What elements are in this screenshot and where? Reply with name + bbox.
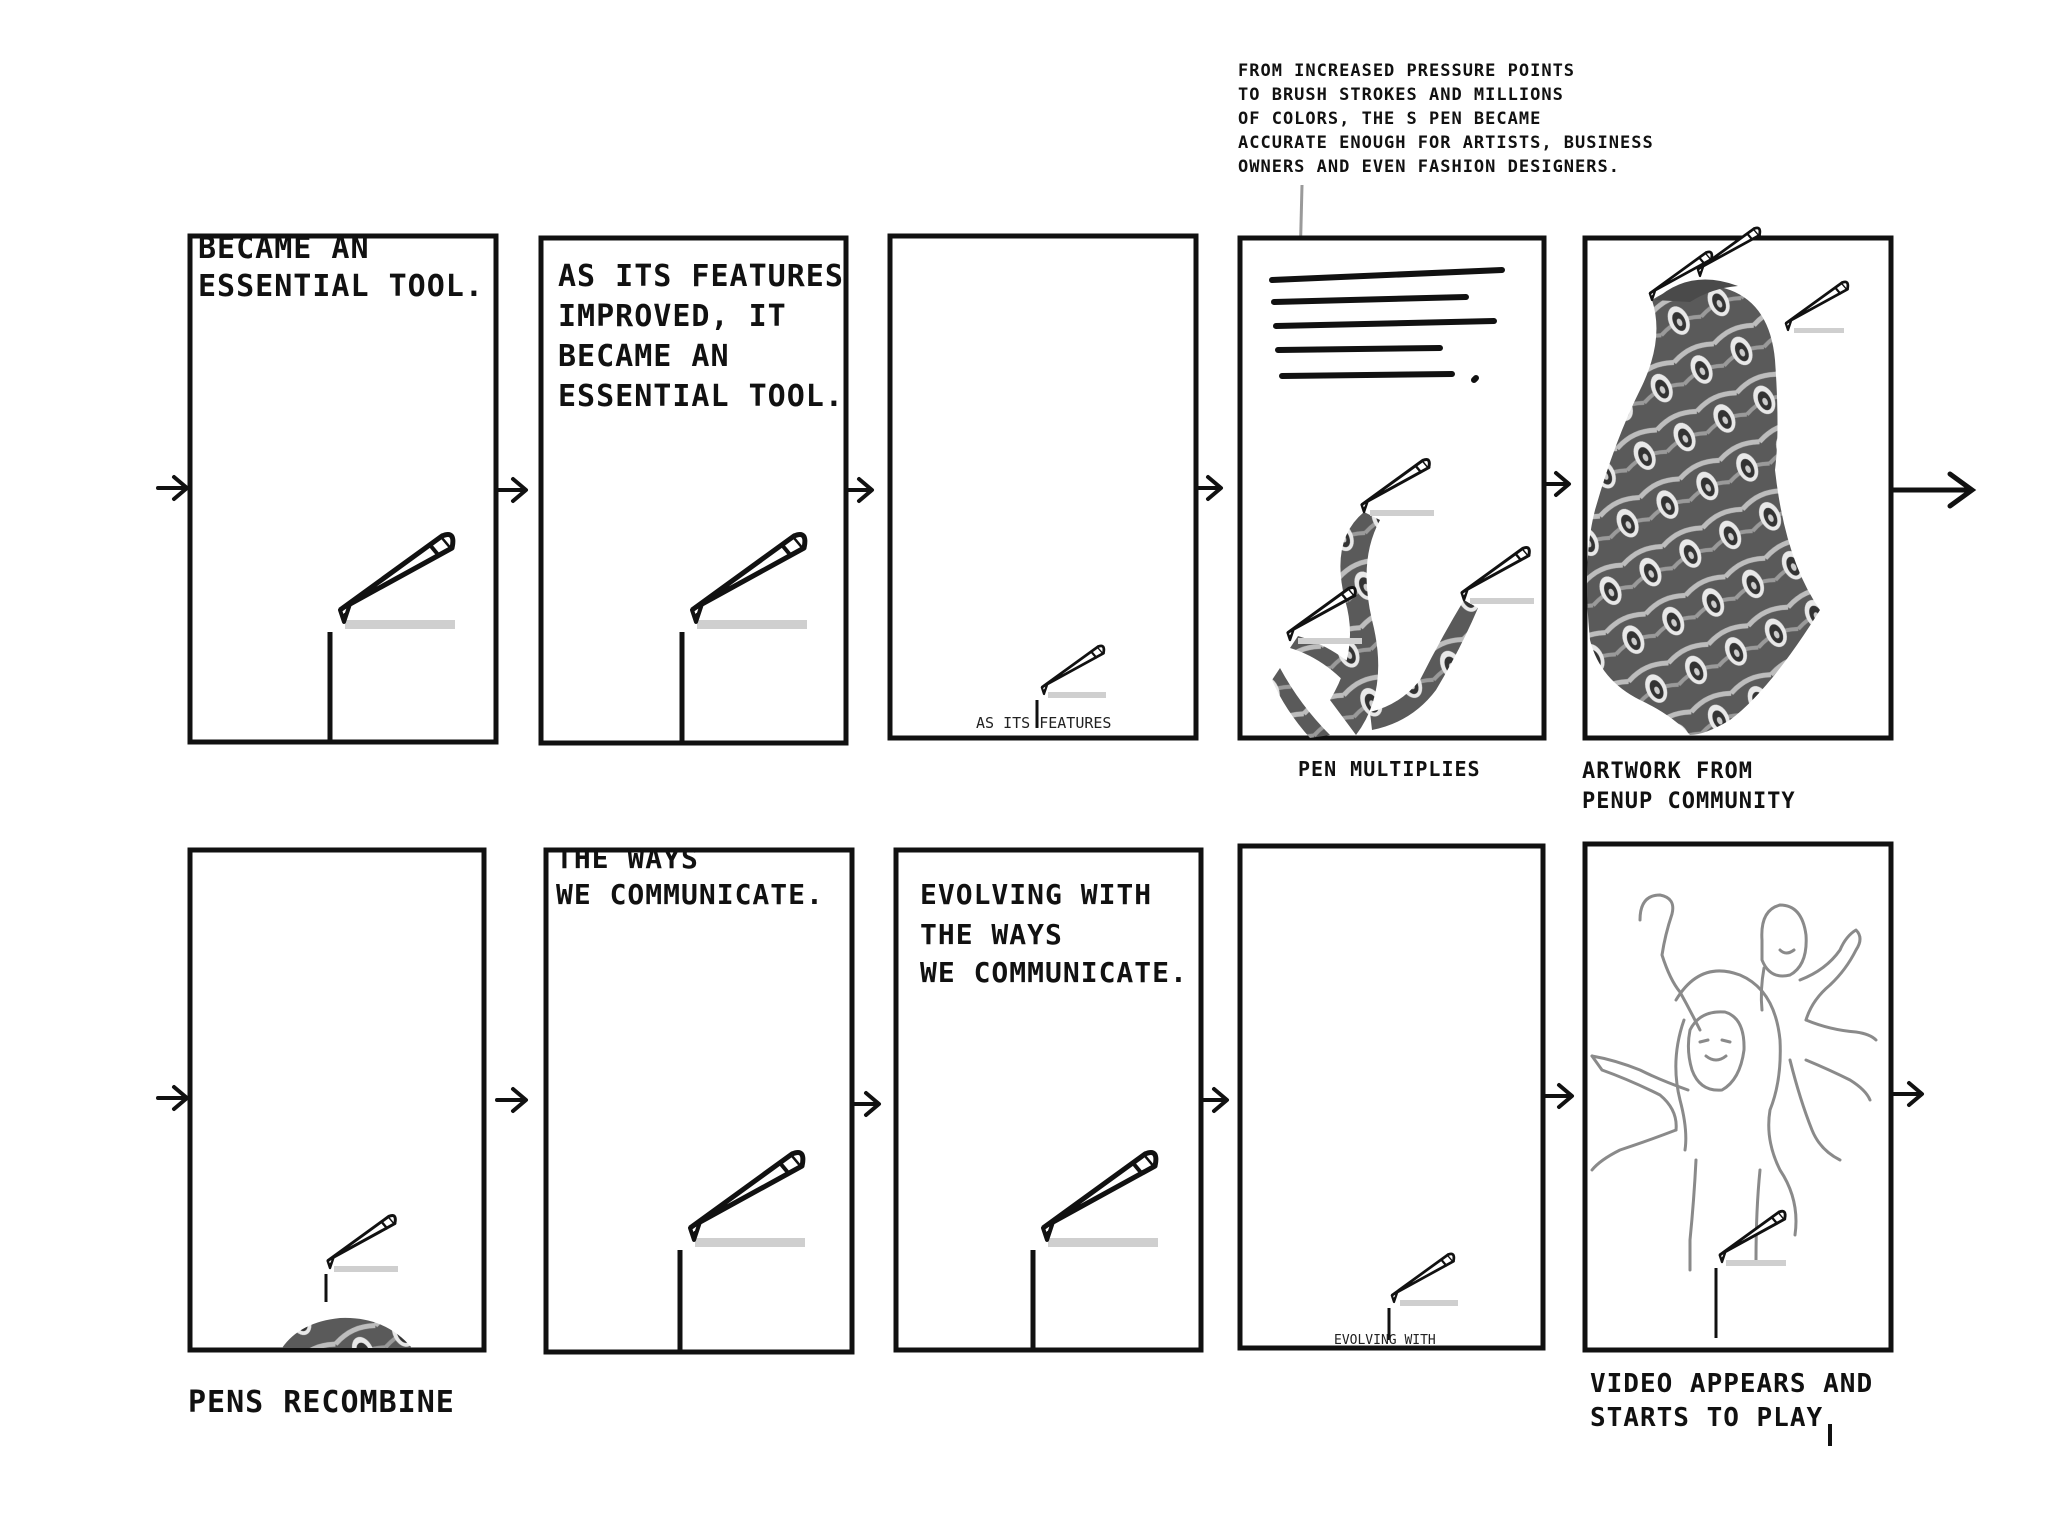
row1-panel-4	[1240, 238, 1544, 781]
pen-shadow	[1048, 692, 1106, 698]
pen-shadow	[1794, 328, 1844, 333]
caption-artwork-line-1: Artwork from	[1582, 759, 1753, 784]
annotation-line-4: accurate enough for artists, business	[1238, 133, 1654, 153]
panel-frame	[190, 236, 496, 742]
pen-shadow	[345, 620, 455, 629]
pen-shadow	[695, 1238, 805, 1247]
pen-shadow	[334, 1266, 398, 1272]
panel-frame	[190, 850, 484, 1350]
flow-arrow-exit	[1892, 474, 1972, 506]
row2-panel-3	[896, 850, 1201, 1350]
row2-panel-2	[546, 842, 852, 1352]
panel-text-line: As its features	[558, 259, 844, 294]
row1-panel-1	[190, 231, 496, 742]
panel-text-line: the ways	[920, 918, 1063, 951]
row1-panel-2	[541, 238, 846, 743]
flow-arrow	[158, 1087, 187, 1109]
row1-panel-5	[1582, 228, 1891, 814]
caption-pen-multiplies: Pen multiplies	[1298, 757, 1481, 781]
row2-panel-5	[1585, 844, 1891, 1446]
panel-text-line: improved, it	[558, 299, 787, 334]
pen-shadow	[1470, 598, 1534, 604]
panel-text-line: Evolving with	[920, 878, 1153, 911]
panel-frame	[1240, 846, 1543, 1348]
flow-arrow	[497, 479, 526, 501]
row2-panel-1	[188, 850, 484, 1420]
pen-shadow	[1298, 638, 1362, 644]
pen-shadow	[1726, 1260, 1786, 1266]
panel-small-text: As its features	[976, 714, 1112, 732]
pen-shadow	[697, 620, 807, 629]
caption-pens-recombine: Pens recombine	[188, 1385, 455, 1420]
panel-text-line: essential tool.	[558, 379, 844, 414]
pen-shadow	[1370, 510, 1434, 516]
panel-text-line: we communicate.	[920, 956, 1188, 989]
panel-frame	[546, 850, 852, 1352]
panel-text-line: we communicate.	[556, 878, 824, 911]
flow-arrow	[1893, 1083, 1922, 1105]
panel-frame	[1585, 844, 1891, 1350]
caption-video-line-1: Video appears and	[1590, 1369, 1874, 1399]
panel-text-line: essential tool.	[198, 269, 484, 304]
panel-text-line: The ways	[556, 842, 699, 875]
annotation-line-5: owners and even fashion designers.	[1238, 157, 1620, 177]
annotation-line-2: to brush strokes and millions	[1238, 85, 1564, 105]
flow-arrow	[158, 477, 187, 499]
panel-frame	[890, 236, 1196, 738]
pen-shadow	[1400, 1300, 1458, 1306]
caption-artwork-line-2: PenUp community	[1582, 789, 1796, 814]
panel-text-line: Became an	[198, 231, 370, 266]
pen-shadow	[1048, 1238, 1158, 1247]
annotation-line-3: of colors, the S Pen became	[1238, 109, 1542, 129]
caption-video-line-2: starts to play	[1590, 1403, 1824, 1433]
flow-arrow	[1543, 1085, 1572, 1107]
flow-arrow	[497, 1089, 526, 1111]
row2-panel-4	[1240, 846, 1543, 1348]
panel-small-text: Evolving with	[1334, 1333, 1436, 1348]
row1-panel-3	[890, 236, 1196, 738]
annotation-line-1: From increased pressure points	[1238, 61, 1576, 81]
panel-text-line: became an	[558, 339, 730, 374]
